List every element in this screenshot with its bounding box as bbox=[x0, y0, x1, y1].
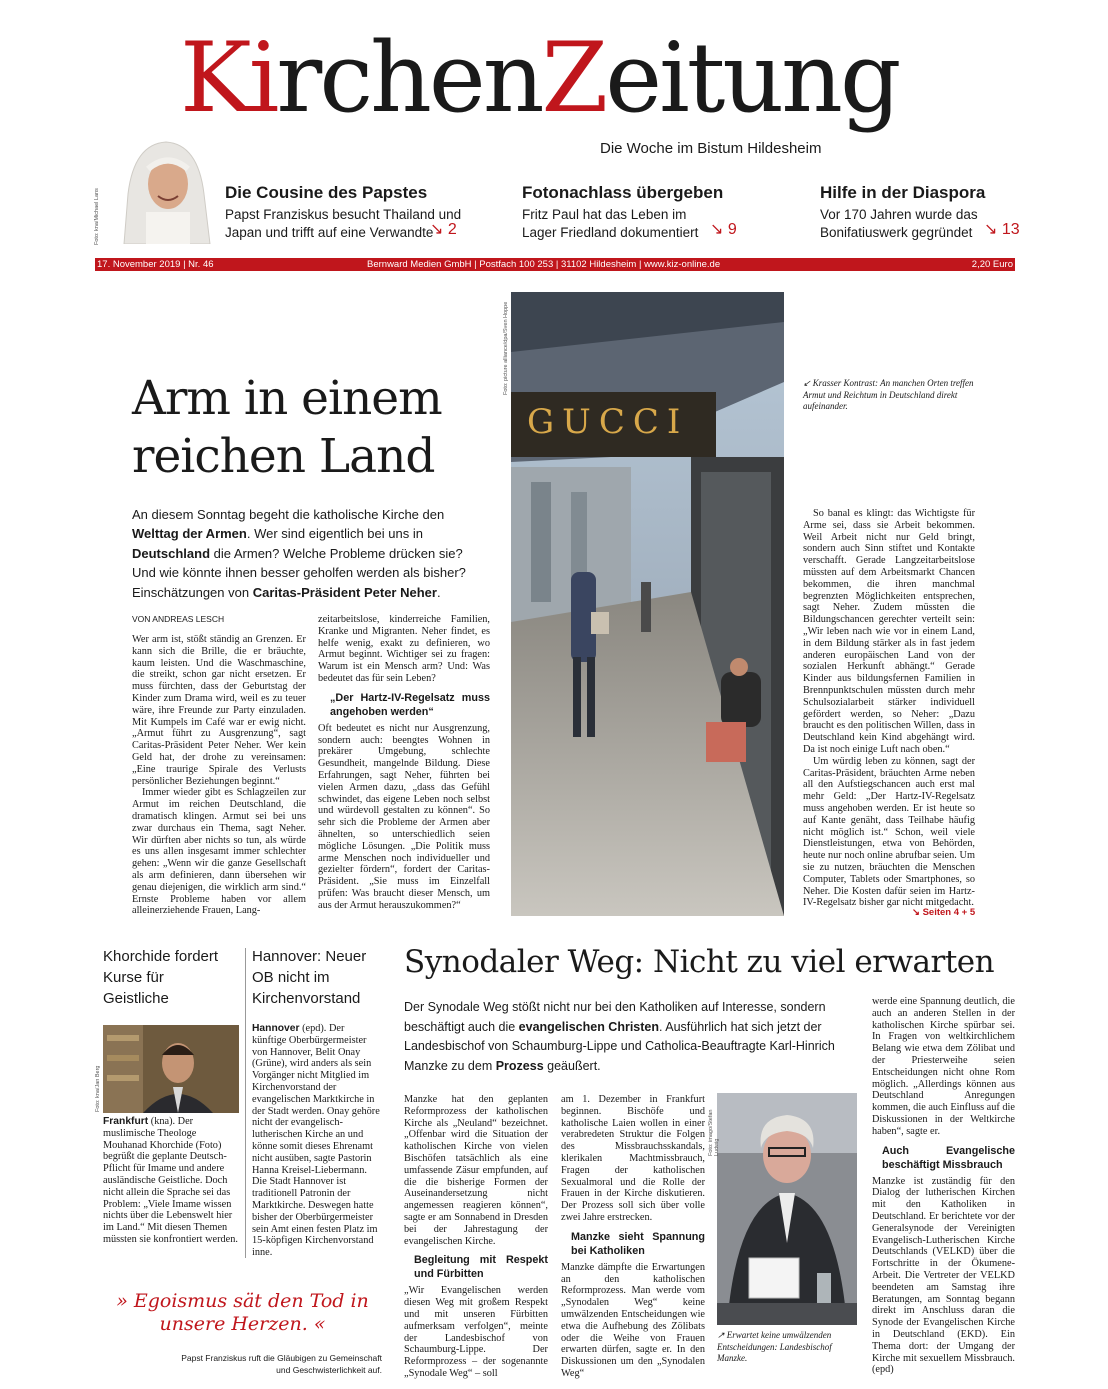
headline-line: Geistliche bbox=[103, 990, 169, 1007]
headline-line: OB nicht im bbox=[252, 969, 330, 986]
title-part: rchen bbox=[276, 22, 542, 134]
quote-line: » Egoismus sät den Tod in bbox=[116, 1290, 369, 1312]
headline-line: Kurse für bbox=[103, 969, 164, 986]
photo-caption: ↗ Erwartet keine umwälzenden Entscheidungen: Landesbischof Manzke. bbox=[717, 1330, 832, 1363]
paragraph: am 1. Dezember in Frankfurt beginnen. Bischöfe und katholische Laien wollen in einer verabredeten Struktur die Folgen des Missbrauchsskandals, klerikalen Machtmissbrauch, Fragen der katholischen Sexualmoral und die Rolle der Frauen in der Kirche diskutieren. Der Prozess soll sich über volle zwei Jahre erstrecken. bbox=[561, 1094, 705, 1223]
manzke-photo bbox=[717, 1093, 857, 1325]
headline-line: Arm in einem bbox=[132, 371, 442, 426]
paragraph: Wer arm ist, stößt ständig an Grenzen. Er kann sich die Brille, die er bräuchte, kaum leisten. Und die Waschmaschine, die streikt, schon gar nicht ersetzen. Er muss fürchten, dass der Geburtstag der Kinder zum Drama wird, weil es zu teuer wäre, ihre Freunde zur Party einzuladen. Mit Kumpels im Café war er ewig nicht. „Armut führt zu Ausgrenzung“, sagt Caritas-Präsident Peter Neher. Wer kein Geld hat, der drohe zu vereinsamen: „Eine traurige Spirale des Verlusts persönlicher Beziehungen beginnt.“ bbox=[132, 634, 306, 787]
lead-text: An diesem Sonntag begeht die katholische Kirche den bbox=[132, 507, 445, 522]
teaser-text: Vor 170 Jahren wurde das bbox=[820, 207, 978, 222]
lead-text: die Armen? Welche Probleme drücken sie? Und wie könnte ihnen besser geholfen werden als bisher? Einschätzungen von bbox=[132, 545, 466, 600]
masthead-tagline: Die Woche im Bistum Hildesheim bbox=[600, 140, 822, 157]
column-divider bbox=[245, 948, 246, 1258]
paragraph: Um würdig leben zu können, sagt der Caritas-Präsident, bräuchten Arme neben all den Aufstiegschancen auch erst mal mehr Geld: „Der Hartz-IV-Regelsatz muss angehoben werden. Er ist heute so auf Kante genäht, dass Teilhabe häufig nicht möglich ist.“ Schon, weil viele Dienstleistungen, etwa von Behörden, heute nur noch online abrufbar seien. Um sie zu nutzen, bräuchten die Menschen Computer, Tablets oder Smartphones, so Neher. Die Kosten dafür seien im Hartz-IV-Regelsatz bisher gar nicht mitgedacht. bbox=[803, 755, 975, 909]
quote-line: unsere Herzen. « bbox=[159, 1313, 326, 1335]
photo-credit: Foto: picture alliance/dpa/Sven Hoppe bbox=[503, 301, 509, 395]
paragraph: Immer wieder gibt es Schlagzeilen zur Armut im reichen Deutschland, die dramatisch klingen. Armut sei bei uns zwar durchaus ein Thema, sagt Neher. Wir dürften aber nichts so tun, als würde es uns allen insgesamt immer schlechter gehen: „Wenn wir die ganze Gesellschaft als arm definieren, dann übersehen wir genau diejenigen, die wirklich arm sind.“ Ernste Probleme haben vor allem alleinerziehende Frauen, Lang- bbox=[132, 787, 306, 917]
headline-line: Hannover: Neuer bbox=[252, 948, 367, 965]
lead-bold: Deutschland bbox=[132, 545, 211, 561]
main-col-2 bbox=[318, 614, 490, 912]
lead-bold: evangelischen Christen bbox=[518, 1019, 659, 1034]
info-bar bbox=[95, 258, 1015, 271]
masthead-title bbox=[180, 22, 899, 134]
paragraph: „Wir Evangelischen werden diesen Weg mit großem Respekt und mit unseren Fürbitten aufmerksam verfolgen“, meinte der Landesbischof von Schaumburg-Lippe. Der Reformprozess – der sogenannte „Synodale Weg“ – soll bbox=[404, 1285, 548, 1379]
teaser-text: Fritz Paul hat das Leben im bbox=[522, 207, 687, 222]
box-text: (kna). Der muslimische Theologe Mouhanad Khorchide (Foto) begrüßt die geplante Deutsch-Pflicht für Imame und andere ausländische Geistliche. Doch nicht allein die Sprache sei das Problem: „Viele Imame wissen nichts über die Lebenswelt hier im Land.“ Mit diesen Themen müssten sie konfrontiert werden. bbox=[103, 1116, 238, 1245]
lead-bold: Welttag der Armen bbox=[132, 526, 247, 542]
publisher-info: Bernward Medien GmbH | Postfach 100 253 | 31102 Hildesheim | www.kiz-online.de bbox=[367, 259, 721, 270]
lead-bold: Caritas-Präsident Peter Neher bbox=[252, 584, 437, 600]
lead-text: . Wer sind eigentlich bei uns in bbox=[246, 526, 423, 542]
teaser[interactable] bbox=[225, 183, 485, 242]
synodal-col-1 bbox=[404, 1094, 548, 1380]
title-part: Ki bbox=[180, 22, 277, 134]
teaser-page: ↘ 2 bbox=[430, 221, 457, 238]
main-photo bbox=[511, 292, 784, 916]
lead-bold: Prozess bbox=[495, 1058, 544, 1073]
synodal-col-3 bbox=[872, 996, 1015, 1376]
title-part: eitung bbox=[605, 22, 899, 134]
teaser[interactable] bbox=[820, 183, 1020, 242]
teaser[interactable] bbox=[522, 183, 782, 242]
box2-headline bbox=[252, 946, 366, 1009]
title-part: Z bbox=[541, 22, 606, 134]
khorchide-photo bbox=[103, 1025, 239, 1113]
main-lead bbox=[132, 505, 490, 602]
jump-link[interactable]: ↘ Seiten 4 + 5 bbox=[912, 907, 976, 918]
main-col-1 bbox=[132, 634, 306, 917]
headline-line: Khorchide fordert bbox=[103, 948, 219, 965]
source-line: Papst Franziskus ruft die Gläubigen zu Gemeinschaft bbox=[181, 1353, 382, 1363]
box-text: (epd). Der künftige Oberbürgermeister von Hannover, Belit Onay (Grüne), wird anders als sein Vorgänger nicht Mitglied im Kirchenvorstand der evangelischen Marktkirche in der Stadt werden. Onay gehöre nicht der evangelisch-lutherischen Kirche an und könne somit dieses Ehrenamt nicht ausüben, sagte Pastorin Hanna Kreisel-Liebermann. Die Stadt Hannover ist traditionell Patronin der Marktkirche. Deswegen hatte bisher der Oberbürgermeister sein Amt einen festen Platz im 15-köpfigen Kirchenvorstand inne. bbox=[252, 1023, 380, 1259]
issue-date: 17. November 2019 | Nr. 46 bbox=[97, 259, 214, 270]
subheading: Begleitung mit Respekt und Fürbitten bbox=[414, 1254, 548, 1281]
lead-text: geäußert. bbox=[543, 1058, 601, 1073]
paragraph: zeitarbeitslose, kinderreiche Familien, Kranke und Migranten. Neher findet, es helfe wenig, exakt zu definieren, wo Armut beginnt. Wichtiger sei zu fragen: Warum ist ein Mensch arm? Und: Was bedeutet das für sein Leben? bbox=[318, 614, 490, 684]
paragraph: So banal es klingt: das Wichtigste für Arme sei, dass sie Arbeit bekommen. Weil Arbeit nicht nur Geld bringt, sondern auch Sinn stiftet und Kontakte verschafft. Gerade Langzeitarbeitslose müssten auf dem Arbeitsmarkt Chancen bekommen, die ihren manchmal begrenzten Möglichkeiten entsprechen, sagt Neher. Zudem müssten die Bildungschancen gerechter verteilt sein: „Wir leben nach wie vor in einem Land, in dem Bildung stärker als in fast jedem anderen europäischen Land von der sozialen Herkunft abhängt.“ Gerade Kinder aus bildungsfernen Familien in Brennpunktschulen müssten durch mehr Schulsozialarbeit stärker individuell gefördert werden, so Neher: „Dazu braucht es den politischen Willen, dass in Deutschland kein Kind abgehängt wird. Da ist noch einige Luft nach oben.“ bbox=[803, 508, 975, 755]
headline-line: Kirchenvorstand bbox=[252, 990, 361, 1007]
lead-text: . Ausführlich hat sich jetzt der Landesbischof von Schaumburg-Lippe und Catholica-Beauftragte Karl-Hinrich Manzke zu dem bbox=[404, 1019, 835, 1073]
synodal-lead bbox=[404, 998, 856, 1076]
teaser-page: ↘ 13 bbox=[984, 221, 1020, 238]
headline-line: reichen Land bbox=[132, 429, 435, 484]
paragraph: Oft bedeutet es nicht nur Ausgrenzung, sondern auch: beengtes Wohnen in prekärer Umgebung, schlechte Gesundheit, mangelnde Bildung. Diese Erfahrungen, sagt Neher, führten bei vielen Armen dazu, „dass das Gefühl schwindet, das eigene Leben noch selbst und würdevoll gestalten zu können“. So sehr sich die Probleme der Armen aber ähnelten, so unterschiedlich seien mögliche Lösungen. „Die Politik muss arme Menschen noch individueller und gezielter fördern“, fordert der Caritas-Präsident. „Sie muss im Einzelfall prüfen: Was braucht dieser Mensch, um aus der Armut herauszukommen?“ bbox=[318, 722, 490, 911]
synodal-headline: Synodaler Weg: Nicht zu viel erwarten bbox=[404, 944, 995, 980]
teaser-text: Bonifatiuswerk gegründet bbox=[820, 225, 973, 240]
box1-text bbox=[103, 1116, 239, 1246]
main-headline bbox=[132, 370, 442, 486]
teaser-text: Lager Friedland dokumentiert bbox=[522, 225, 699, 240]
synodal-col-2 bbox=[561, 1094, 705, 1380]
paragraph: Manzke ist zuständig für den Dialog der lutherischen Kirchen mit den Katholiken in Deutschland. Er berichtete vor der Generalsynode der Vereinigten Evangelisch-Lutherischen Kirche Deutschlands (VELKD) über die Fortschritte in der Ökumene-Arbeit. Die Vertreter der VELKD beendeten am Samstag ihre Beratungen, am Sonntag begann direkt im Anschluss daran die Synode der Evangelischen Kirche in Deutschland (EKD). Ein Thema dort: der Umgang der Kirche mit sexuellem Missbrauch. (epd) bbox=[872, 1175, 1015, 1376]
nun-portrait bbox=[106, 134, 214, 244]
subheading: „Der Hartz-IV-Regelsatz muss angehoben werden“ bbox=[330, 691, 490, 718]
source-line: und Geschwisterlichkeit auf. bbox=[276, 1365, 382, 1375]
gucci-sign: GUCCI bbox=[527, 402, 689, 442]
paragraph: Manzke dämpfte die Erwartungen an den katholischen Reformprozess. Man werde vom „Synodalen Weg“ keine umwälzenden Entscheidungen wie etwa die Aufhebung des Zölibats oder die Weihe von Frauen erwarten dürfen, sagte er. In den Diskussionen um den „Synodalen Weg“ bbox=[561, 1261, 705, 1379]
main-col-3 bbox=[803, 508, 975, 909]
byline: VON ANDREAS LESCH bbox=[132, 614, 225, 624]
price: 2,20 Euro bbox=[971, 259, 1013, 270]
pull-quote bbox=[100, 1290, 385, 1336]
teaser-text: Japan und trifft auf eine Verwandte bbox=[225, 225, 434, 240]
quote-source bbox=[100, 1352, 382, 1376]
dateline-place: Hannover bbox=[252, 1023, 300, 1034]
subheading: Manzke sieht Spannung bei Katholiken bbox=[571, 1230, 705, 1257]
photo-credit: Foto: kna/Jan Berg bbox=[95, 1065, 101, 1112]
lead-text: Der Synodale Weg stößt nicht nur bei den Katholiken auf Interesse, sondern beschäftigt auch die bbox=[404, 1000, 826, 1034]
photo-credit: Foto: imago/Stefan Ludwig bbox=[708, 1109, 720, 1156]
teaser-title: Fotonachlass übergeben bbox=[522, 183, 724, 202]
dateline-place: Frankfurt bbox=[103, 1116, 149, 1127]
subheading: Auch Evangelische beschäftigt Missbrauch bbox=[882, 1144, 1015, 1171]
photo-caption: ↙ Krasser Kontrast: An manchen Orten treffen Armut und Reichtum in Deutschland direkt aufeinander. bbox=[803, 378, 974, 411]
teaser-page: ↘ 9 bbox=[710, 221, 737, 238]
paragraph: Manzke hat den geplanten Reformprozess der katholischen Kirche als „Neuland“ bezeichnet. „Offenbar wird die Situation der katholischen Kirche von vielen Bischöfen tatsächlich als eine umfassende Zäsur empfunden, auf die die bisherige Formen der Auseinandersetzung nicht angemessen reagieren können“, sagte er am Sonnabend in Dresden bei der Jahrestagung der evangelischen Kirche. bbox=[404, 1094, 548, 1247]
teaser-title: Die Cousine des Papstes bbox=[225, 183, 428, 202]
lead-text: . bbox=[436, 584, 441, 600]
teaser-text: Papst Franziskus besucht Thailand und bbox=[225, 207, 462, 222]
photo-credit: Foto: kna/Michael Lans bbox=[94, 188, 100, 245]
paragraph: werde eine Spannung deutlich, die auch an anderen Stellen in der katholischen Kirche spürbar sei. In Fragen von weltkirchlichem Belang wie etwa dem Zölibat und der Priesterweihe seien Entscheidungen nicht ohne Rom möglich. „Allerdings können aus Deutschland Anregungen kommen, die auch Einfluss auf die Diskussionen in der Weltkirche haben“, sagte er. bbox=[872, 996, 1015, 1137]
teaser-title: Hilfe in der Diaspora bbox=[820, 183, 986, 202]
box2-text bbox=[252, 1023, 380, 1259]
box1-headline bbox=[103, 946, 218, 1009]
